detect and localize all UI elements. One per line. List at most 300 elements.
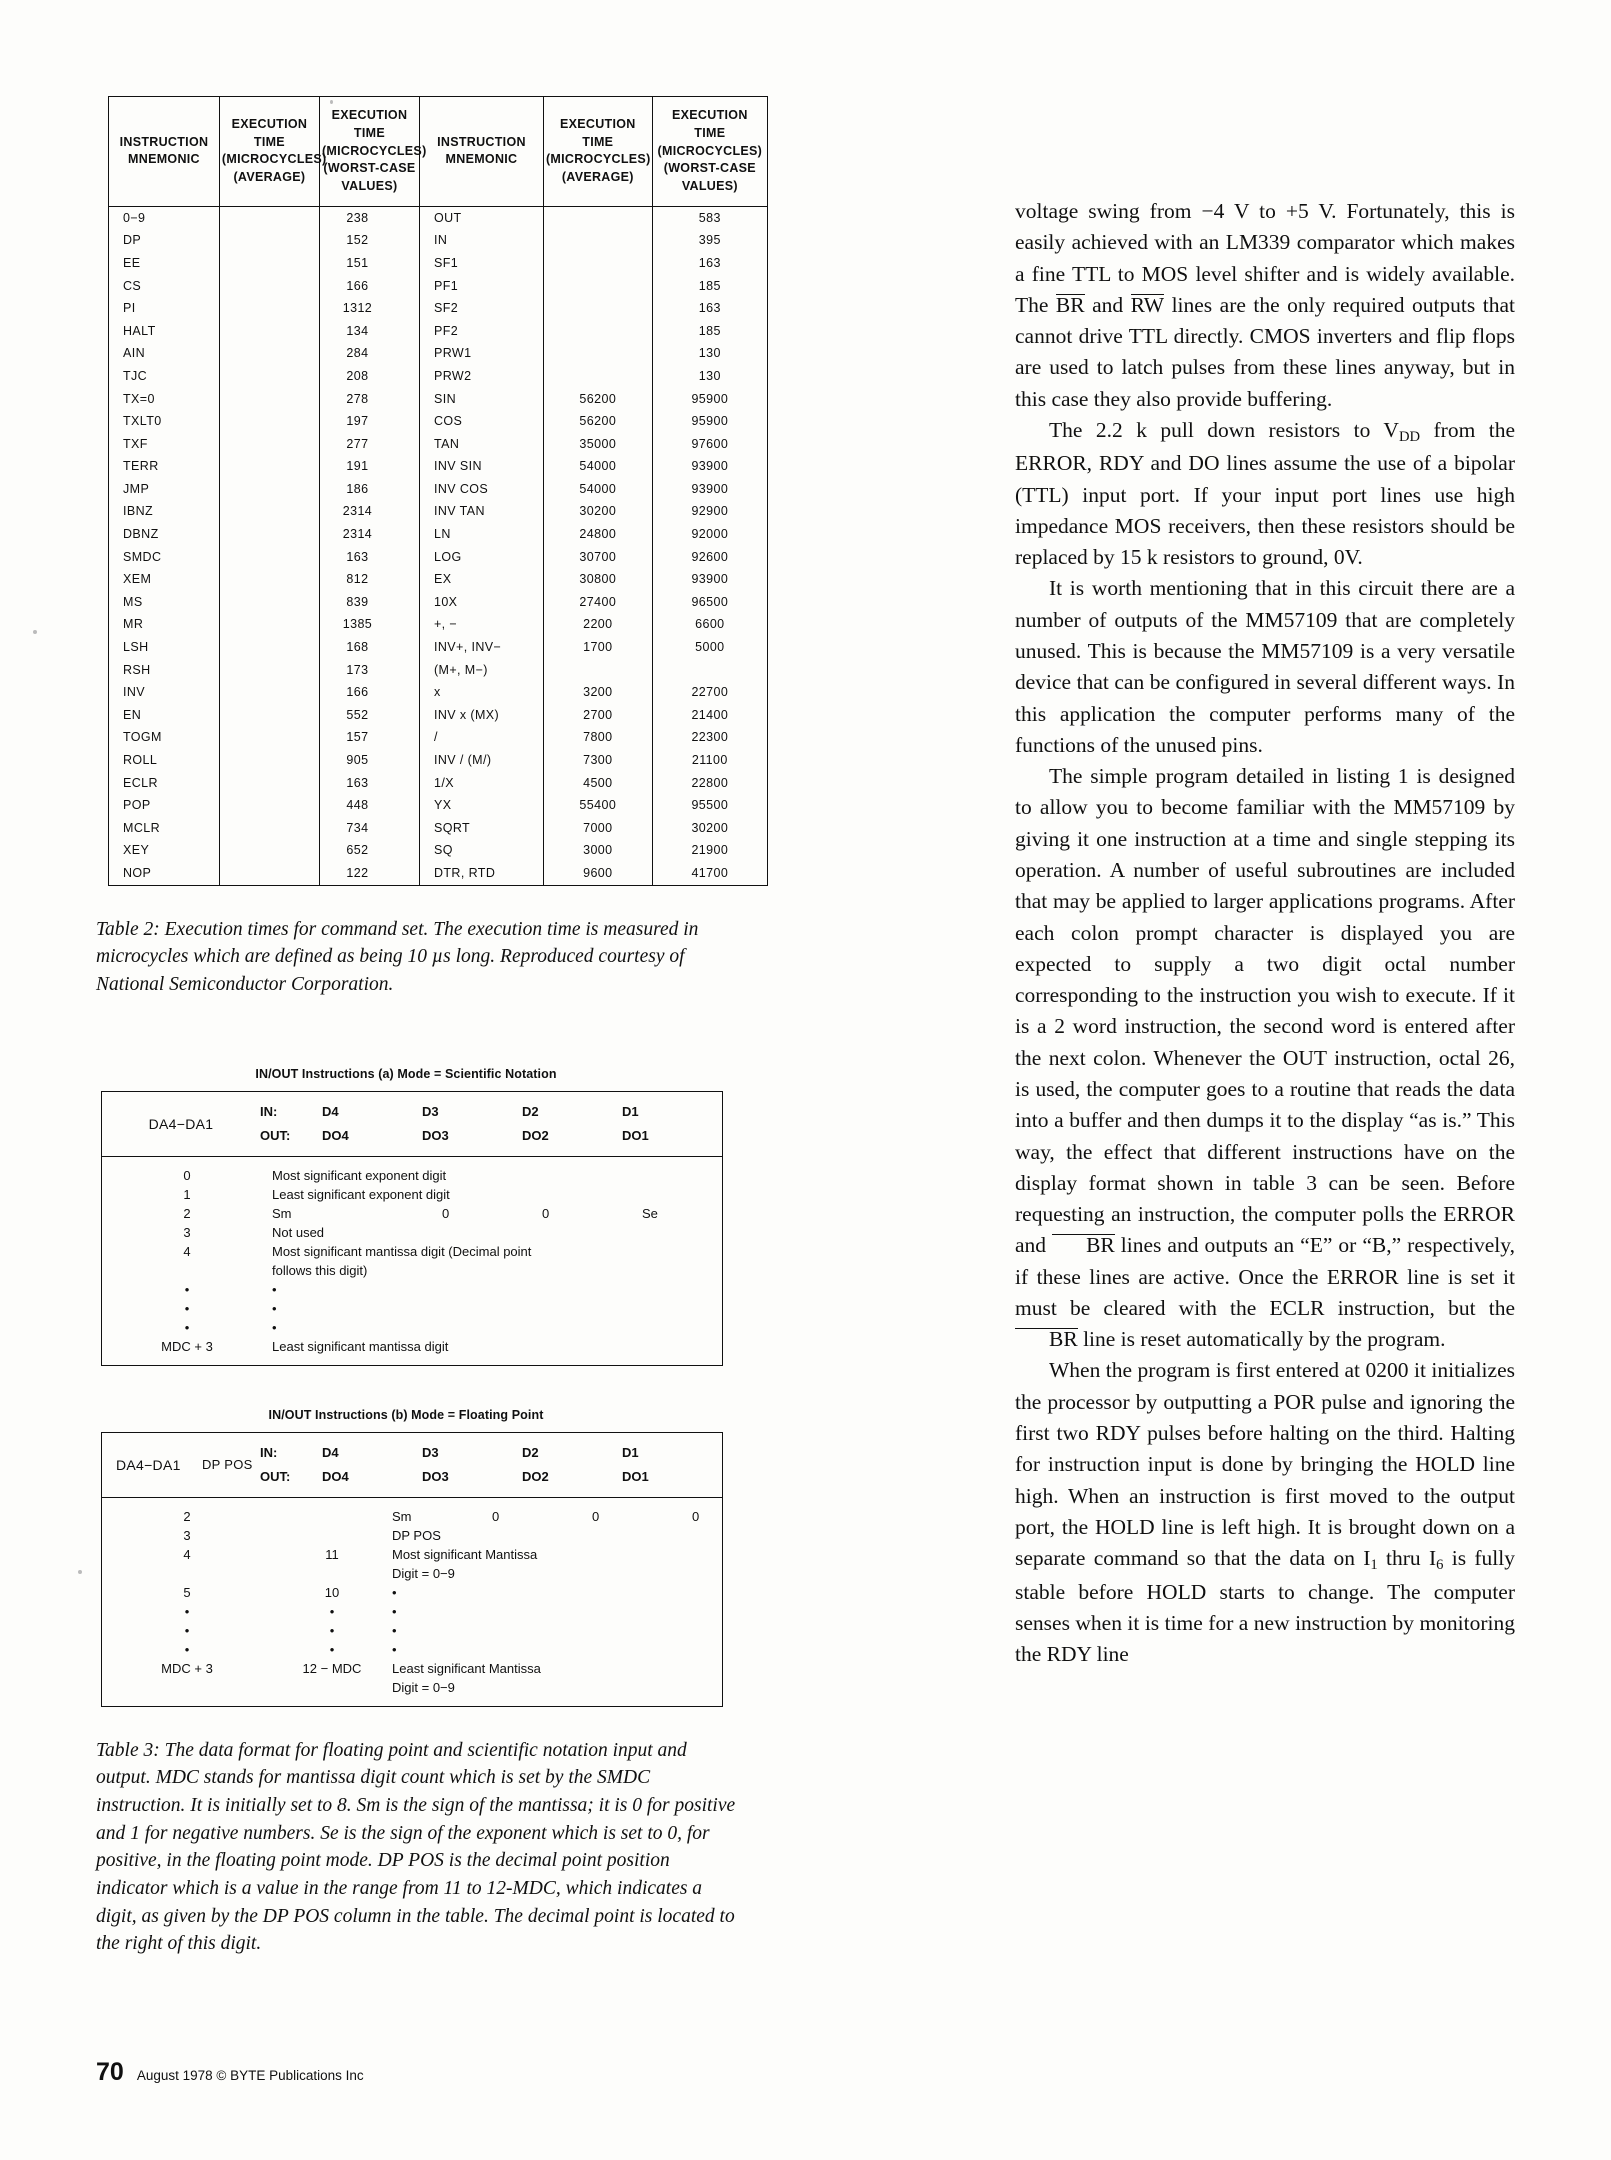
col-header-instruction-mnemonic-2: INSTRUCTION MNEMONIC bbox=[419, 97, 543, 207]
io-b-key: 2 bbox=[183, 1508, 191, 1524]
cell-average-2: 7800 bbox=[543, 726, 652, 749]
table-row bbox=[109, 388, 768, 411]
io-b-key: 5 bbox=[183, 1584, 191, 1600]
io-b-key: • bbox=[184, 1603, 190, 1619]
cell-mnemonic-1: EN bbox=[109, 704, 220, 727]
cell-worst-2: 163 bbox=[652, 297, 767, 320]
io-b-d2 bbox=[642, 1545, 722, 1583]
table-row bbox=[109, 817, 768, 840]
io-b-header bbox=[102, 1433, 722, 1498]
cell-average-2: 54000 bbox=[543, 455, 652, 478]
io-a-d2 bbox=[546, 1166, 646, 1185]
io-a-d2: 0 bbox=[542, 1205, 550, 1221]
cell-average-1 bbox=[219, 500, 319, 523]
cell-mnemonic-2: INV TAN bbox=[419, 500, 543, 523]
cell-average-1 bbox=[219, 726, 319, 749]
io-a-out-row bbox=[260, 1124, 722, 1148]
io-a-in-d4: D4 bbox=[322, 1103, 339, 1119]
table-row bbox=[109, 546, 768, 569]
cell-worst-1: 173 bbox=[319, 659, 419, 682]
cell-worst-1: 734 bbox=[319, 817, 419, 840]
cell-mnemonic-2: SF1 bbox=[419, 252, 543, 275]
io-a-in-d3: D3 bbox=[422, 1103, 439, 1119]
col-header-exec-time-worst-2: EXECUTION TIME (MICROCYCLES) (WORST-CASE VALUES) bbox=[652, 97, 767, 207]
io-a-data bbox=[272, 1242, 722, 1280]
cell-worst-1: 191 bbox=[319, 455, 419, 478]
cell-worst-2: 21900 bbox=[652, 839, 767, 862]
io-a-key: • bbox=[184, 1300, 190, 1316]
table-row bbox=[109, 365, 768, 388]
footer-publication-text: August 1978 © BYTE Publications Inc bbox=[136, 2068, 364, 2083]
cell-mnemonic-2: PF2 bbox=[419, 320, 543, 343]
cell-worst-2: 22300 bbox=[652, 726, 767, 749]
io-a-data bbox=[272, 1204, 722, 1223]
table-row bbox=[109, 433, 768, 456]
br-overline-3: BR bbox=[1015, 1328, 1078, 1351]
cell-worst-2: 97600 bbox=[652, 433, 767, 456]
cell-mnemonic-2: COS bbox=[419, 410, 543, 433]
cell-mnemonic-1: JMP bbox=[109, 478, 220, 501]
page-number: 70 bbox=[96, 2058, 124, 2086]
io-table-a-block bbox=[96, 1067, 736, 1366]
cell-mnemonic-1: XEY bbox=[109, 839, 220, 862]
io-a-data bbox=[272, 1337, 722, 1356]
cell-mnemonic-1: TJC bbox=[109, 365, 220, 388]
cell-mnemonic-1: XEM bbox=[109, 568, 220, 591]
cell-average-1 bbox=[219, 772, 319, 795]
cell-average-2 bbox=[543, 365, 652, 388]
io-b-data bbox=[392, 1583, 722, 1602]
col-header-instruction-mnemonic-1: INSTRUCTION MNEMONIC bbox=[109, 97, 220, 207]
table-row bbox=[109, 342, 768, 365]
cell-average-1 bbox=[219, 681, 319, 704]
io-b-d4: • bbox=[392, 1622, 397, 1638]
table-row bbox=[109, 500, 768, 523]
col-header-exec-time-average-2: EXECUTION TIME (MICROCYCLES) (AVERAGE) bbox=[543, 97, 652, 207]
cell-average-1 bbox=[219, 704, 319, 727]
io-a-key: MDC + 3 bbox=[161, 1338, 213, 1354]
cell-worst-1: 652 bbox=[319, 839, 419, 862]
cell-mnemonic-2: INV+, INV− bbox=[419, 636, 543, 659]
io-b-dppos: • bbox=[329, 1603, 335, 1619]
io-b-row-label: DA4−DA1 bbox=[115, 1456, 181, 1473]
cell-worst-1: 839 bbox=[319, 591, 419, 614]
cell-mnemonic-1: AIN bbox=[109, 342, 220, 365]
cell-mnemonic-2: SF2 bbox=[419, 297, 543, 320]
io-b-d2 bbox=[497, 1621, 597, 1640]
table-row bbox=[109, 726, 768, 749]
io-b-d2 bbox=[643, 1659, 722, 1697]
io-a-in-d1: D1 bbox=[622, 1103, 639, 1119]
cell-mnemonic-2: OUT bbox=[419, 206, 543, 229]
io-a-key: 3 bbox=[183, 1224, 191, 1240]
p1-text-a: voltage swing from −4 V to +5 V. Fortunately, this is easily achieved with an LM339 comparator which makes a fine TTL to MOS level shifter and is widely available. The bbox=[1015, 199, 1515, 317]
cell-average-1 bbox=[219, 568, 319, 591]
io-b-data bbox=[392, 1526, 722, 1545]
cell-mnemonic-2: TAN bbox=[419, 433, 543, 456]
io-a-d3 bbox=[277, 1299, 377, 1318]
cell-average-1 bbox=[219, 591, 319, 614]
table-row bbox=[109, 636, 768, 659]
io-a-header bbox=[102, 1092, 722, 1157]
io-a-d3 bbox=[277, 1318, 377, 1337]
table-row bbox=[109, 523, 768, 546]
cell-average-2: 30700 bbox=[543, 546, 652, 569]
io-b-row bbox=[102, 1640, 722, 1659]
cell-mnemonic-2: DTR, RTD bbox=[419, 862, 543, 885]
cell-worst-2: 93900 bbox=[652, 478, 767, 501]
cell-mnemonic-1: ECLR bbox=[109, 772, 220, 795]
cell-mnemonic-2: EX bbox=[419, 568, 543, 591]
io-a-data bbox=[272, 1280, 722, 1299]
io-b-d3: 0 bbox=[492, 1508, 500, 1524]
io-b-d4: DP POS bbox=[392, 1527, 441, 1543]
io-b-d4: Sm bbox=[392, 1508, 412, 1524]
table-2-execution-times bbox=[108, 96, 768, 886]
cell-worst-2: 92900 bbox=[652, 500, 767, 523]
io-a-out-tag: OUT: bbox=[260, 1127, 291, 1143]
cell-worst-2: 6600 bbox=[652, 613, 767, 636]
cell-worst-1: 163 bbox=[319, 772, 419, 795]
cell-average-2 bbox=[543, 297, 652, 320]
cell-mnemonic-2: LOG bbox=[419, 546, 543, 569]
cell-average-1 bbox=[219, 388, 319, 411]
cell-worst-1: 151 bbox=[319, 252, 419, 275]
cell-average-1 bbox=[219, 433, 319, 456]
cell-mnemonic-2: IN bbox=[419, 229, 543, 252]
cell-average-2 bbox=[543, 320, 652, 343]
io-a-key: 0 bbox=[183, 1167, 191, 1183]
cell-mnemonic-2: PF1 bbox=[419, 275, 543, 298]
io-a-key: • bbox=[184, 1319, 190, 1335]
io-a-row bbox=[102, 1166, 722, 1185]
cell-mnemonic-1: HALT bbox=[109, 320, 220, 343]
cell-mnemonic-2: INV SIN bbox=[419, 455, 543, 478]
io-a-out-do1: DO1 bbox=[622, 1127, 649, 1143]
br-overline-2: BR bbox=[1052, 1234, 1115, 1257]
cell-mnemonic-2: +, − bbox=[419, 613, 543, 636]
p2-text-a: The 2.2 k pull down resistors to V bbox=[1049, 417, 1399, 442]
table-row bbox=[109, 749, 768, 772]
p5-text-c: is fully stable before HOLD starts to change. The computer senses when it is time for a new instruction by monitoring the RDY line bbox=[1015, 1546, 1516, 1667]
io-b-data bbox=[392, 1545, 722, 1583]
io-b-in-d2: D2 bbox=[522, 1444, 539, 1460]
io-b-key: 4 bbox=[183, 1546, 191, 1562]
table-row bbox=[109, 297, 768, 320]
cell-worst-2: 41700 bbox=[652, 862, 767, 885]
table-row bbox=[109, 478, 768, 501]
cell-average-1 bbox=[219, 749, 319, 772]
io-b-d2 bbox=[497, 1602, 597, 1621]
io-a-data bbox=[272, 1299, 722, 1318]
cell-mnemonic-1: MS bbox=[109, 591, 220, 614]
io-b-d2 bbox=[497, 1583, 597, 1602]
cell-mnemonic-1: TXF bbox=[109, 433, 220, 456]
table-header-row bbox=[109, 97, 768, 207]
cell-mnemonic-1: CS bbox=[109, 275, 220, 298]
io-b-d4: • bbox=[392, 1603, 397, 1619]
cell-worst-2: 92600 bbox=[652, 546, 767, 569]
io-b-data bbox=[392, 1621, 722, 1640]
cell-worst-2: 95900 bbox=[652, 388, 767, 411]
br-overline-1: BR bbox=[1055, 292, 1085, 317]
scan-speck bbox=[78, 1570, 82, 1574]
table-row bbox=[109, 862, 768, 885]
cell-mnemonic-1: NOP bbox=[109, 862, 220, 885]
table-row bbox=[109, 206, 768, 229]
io-a-body bbox=[102, 1157, 722, 1365]
p2-text-b: from the ERROR, RDY and DO lines assume the use of a bipolar (TTL) input port. If your input port lines use high impedance MOS receivers, then these resistors should be replaced by 15 k resistors to ground, 0V. bbox=[1015, 417, 1516, 570]
page-footer bbox=[96, 2058, 364, 2087]
io-a-row bbox=[102, 1337, 722, 1356]
cell-average-2: 24800 bbox=[543, 523, 652, 546]
io-b-dppos bbox=[272, 1507, 392, 1526]
io-a-key: 4 bbox=[183, 1243, 191, 1259]
io-a-in-d2: D2 bbox=[522, 1103, 539, 1119]
cell-worst-2: 185 bbox=[652, 275, 767, 298]
io-b-d3 bbox=[397, 1621, 497, 1640]
cell-average-2 bbox=[543, 229, 652, 252]
cell-mnemonic-1: TXLT0 bbox=[109, 410, 220, 433]
cell-average-1 bbox=[219, 252, 319, 275]
io-a-row bbox=[102, 1223, 722, 1242]
cell-mnemonic-1: MR bbox=[109, 613, 220, 636]
io-b-in-d1: D1 bbox=[622, 1444, 639, 1460]
cell-worst-1: 197 bbox=[319, 410, 419, 433]
cell-worst-1: 1312 bbox=[319, 297, 419, 320]
io-table-b-block bbox=[96, 1408, 736, 1707]
table-row bbox=[109, 613, 768, 636]
cell-mnemonic-1: LSH bbox=[109, 636, 220, 659]
cell-worst-2: 93900 bbox=[652, 455, 767, 478]
io-b-in-tag: IN: bbox=[260, 1444, 278, 1460]
rw-overline: RW bbox=[1130, 292, 1165, 317]
cell-worst-2: 95900 bbox=[652, 410, 767, 433]
io-b-d4: • bbox=[392, 1641, 397, 1657]
cell-worst-1: 208 bbox=[319, 365, 419, 388]
io-b-d4: Least significant Mantissa Digit = 0−9 bbox=[392, 1660, 541, 1695]
vdd-subscript: DD bbox=[1398, 429, 1421, 446]
cell-average-1 bbox=[219, 455, 319, 478]
io-b-key: 3 bbox=[183, 1527, 191, 1543]
cell-average-2 bbox=[543, 252, 652, 275]
io-table-a bbox=[101, 1091, 723, 1366]
cell-average-2: 2200 bbox=[543, 613, 652, 636]
io-a-d2 bbox=[377, 1299, 477, 1318]
cell-worst-2: 22700 bbox=[652, 681, 767, 704]
io-b-d2 bbox=[497, 1640, 597, 1659]
cell-worst-2: 21400 bbox=[652, 704, 767, 727]
cell-average-2: 2700 bbox=[543, 704, 652, 727]
cell-mnemonic-2: INV COS bbox=[419, 478, 543, 501]
cell-mnemonic-1: 0−9 bbox=[109, 206, 220, 229]
io-a-d3: 0 bbox=[442, 1205, 450, 1221]
cell-average-2: 56200 bbox=[543, 410, 652, 433]
cell-mnemonic-1: POP bbox=[109, 794, 220, 817]
cell-worst-1: 163 bbox=[319, 546, 419, 569]
cell-average-2: 56200 bbox=[543, 388, 652, 411]
table-row bbox=[109, 455, 768, 478]
io-a-d4: Not used bbox=[272, 1224, 325, 1240]
cell-mnemonic-2: YX bbox=[419, 794, 543, 817]
io-table-b-title: IN/OUT Instructions (b) Mode = Floating Point bbox=[268, 1407, 544, 1422]
cell-mnemonic-2: SQRT bbox=[419, 817, 543, 840]
io-a-d3 bbox=[448, 1337, 548, 1356]
paragraph-5 bbox=[1015, 1355, 1515, 1670]
cell-worst-2: 92000 bbox=[652, 523, 767, 546]
cell-average-1 bbox=[219, 794, 319, 817]
io-a-key: • bbox=[184, 1281, 190, 1297]
io-b-out-row bbox=[260, 1465, 722, 1489]
cell-mnemonic-2: SQ bbox=[419, 839, 543, 862]
cell-mnemonic-2: SIN bbox=[419, 388, 543, 411]
io-b-dppos: 10 bbox=[324, 1584, 340, 1600]
cell-average-2: 35000 bbox=[543, 433, 652, 456]
cell-worst-2: 130 bbox=[652, 342, 767, 365]
cell-mnemonic-2: PRW1 bbox=[419, 342, 543, 365]
io-b-dppos: 11 bbox=[325, 1546, 339, 1562]
cell-average-1 bbox=[219, 546, 319, 569]
p4-text-c: line is reset automatically by the program. bbox=[1077, 1327, 1446, 1352]
io-b-d3 bbox=[441, 1526, 541, 1545]
io-a-row bbox=[102, 1242, 722, 1280]
cell-average-2: 55400 bbox=[543, 794, 652, 817]
cell-mnemonic-2: x bbox=[419, 681, 543, 704]
cell-average-2 bbox=[543, 206, 652, 229]
table-2-caption: Table 2: Execution times for command set. The execution time is measured in microcycles which are defined as being 10 µs long. Reproduced courtesy of National Semiconductor Corporation. bbox=[96, 918, 699, 995]
cell-worst-2: 96500 bbox=[652, 591, 767, 614]
io-a-out-do3: DO3 bbox=[422, 1127, 449, 1143]
io-b-in-d4: D4 bbox=[322, 1444, 339, 1460]
cell-average-1 bbox=[219, 365, 319, 388]
cell-worst-1: 278 bbox=[319, 388, 419, 411]
cell-worst-1: 552 bbox=[319, 704, 419, 727]
io-a-row bbox=[102, 1280, 722, 1299]
cell-worst-1: 157 bbox=[319, 726, 419, 749]
cell-average-2: 30800 bbox=[543, 568, 652, 591]
cell-average-2: 7000 bbox=[543, 817, 652, 840]
paragraph-2 bbox=[1015, 415, 1515, 573]
table-row bbox=[109, 794, 768, 817]
cell-average-2: 7300 bbox=[543, 749, 652, 772]
io-b-dppos: • bbox=[329, 1622, 335, 1638]
cell-mnemonic-1: DP bbox=[109, 229, 220, 252]
io-b-d4: Most significant Mantissa Digit = 0−9 bbox=[392, 1546, 538, 1581]
cell-worst-1: 166 bbox=[319, 275, 419, 298]
io-b-in-row bbox=[260, 1441, 722, 1465]
table-row bbox=[109, 704, 768, 727]
io-b-data bbox=[392, 1507, 722, 1526]
io-a-data bbox=[272, 1166, 722, 1185]
io-b-d1: 0 bbox=[692, 1508, 700, 1524]
paragraph-4 bbox=[1015, 761, 1515, 1355]
cell-mnemonic-1: INV bbox=[109, 681, 220, 704]
io-b-row bbox=[102, 1507, 722, 1526]
io-a-d2 bbox=[377, 1280, 477, 1299]
article-body bbox=[1015, 196, 1515, 1670]
io-a-in-row bbox=[260, 1100, 722, 1124]
io-b-data bbox=[392, 1640, 722, 1659]
p1-text-b: and bbox=[1084, 292, 1131, 317]
cell-worst-2: 395 bbox=[652, 229, 767, 252]
io-b-out-do2: DO2 bbox=[522, 1468, 549, 1484]
table-row bbox=[109, 252, 768, 275]
cell-worst-2: 95500 bbox=[652, 794, 767, 817]
cell-worst-2: 185 bbox=[652, 320, 767, 343]
cell-worst-2: 21100 bbox=[652, 749, 767, 772]
cell-average-1 bbox=[219, 862, 319, 885]
io-b-body bbox=[102, 1498, 722, 1706]
io-a-d3 bbox=[324, 1223, 424, 1242]
cell-mnemonic-2: INV x (MX) bbox=[419, 704, 543, 727]
table-row bbox=[109, 681, 768, 704]
paragraph-1 bbox=[1015, 196, 1515, 415]
io-b-row bbox=[102, 1526, 722, 1545]
io-a-data bbox=[272, 1185, 722, 1204]
cell-mnemonic-1: TOGM bbox=[109, 726, 220, 749]
cell-average-1 bbox=[219, 613, 319, 636]
cell-average-2: 3200 bbox=[543, 681, 652, 704]
cell-worst-2: 22800 bbox=[652, 772, 767, 795]
table-3-caption: Table 3: The data format for floating point and scientific notation input and output. MDC stands for mantissa digit count which is set by the SMDC instruction. It is initially set to 8. Sm is the sign of the mantissa; it is 0 for positive and 1 for negative numbers. Se is the sign of the exponent which is set to 0, for positive, in the floating point mode. DP POS is the decimal point position indicator which is a value in the range from 11 to 12-MDC, which indicates a digit, as given by the DP POS column in the table. The decimal point is located to the right of this digit. bbox=[96, 1739, 736, 1955]
cell-mnemonic-1: PI bbox=[109, 297, 220, 320]
cell-worst-2: 30200 bbox=[652, 817, 767, 840]
cell-average-2: 30200 bbox=[543, 500, 652, 523]
cell-worst-1: 284 bbox=[319, 342, 419, 365]
io-a-d3 bbox=[450, 1185, 550, 1204]
io-a-row bbox=[102, 1204, 722, 1223]
cell-average-1 bbox=[219, 297, 319, 320]
cell-average-1 bbox=[219, 410, 319, 433]
io-a-data bbox=[272, 1318, 722, 1337]
io-b-key: MDC + 3 bbox=[161, 1660, 213, 1676]
cell-mnemonic-1: TX=0 bbox=[109, 388, 220, 411]
left-column bbox=[96, 96, 763, 1958]
cell-worst-2: 163 bbox=[652, 252, 767, 275]
io-b-row bbox=[102, 1659, 722, 1697]
cell-average-2 bbox=[543, 342, 652, 365]
p4-text-a: The simple program detailed in listing 1 is designed to allow you to become familiar with the MM57109 by giving it one instruction at a time and single stepping its operation. A number of useful subroutines are included that may be applied to larger applications programs. After each colon prompt character is displayed you are expected to supply a two digit octal number corresponding to the instruction you wish to execute. If it is a 2 word instruction, the second word is entered after the next colon. Whenever the OUT instruction, octal 26, is used, the computer goes to a routine that reads the data into a buffer and then dumps it to the display “as is.” This way, the effect that different instructions have on the display format shown in table 3 can be seen. Before requesting an instruction, the computer polls the ERROR and bbox=[1015, 764, 1515, 1258]
cell-mnemonic-2: 10X bbox=[419, 591, 543, 614]
cell-average-1 bbox=[219, 659, 319, 682]
io-a-d1: Se bbox=[642, 1205, 658, 1221]
cell-worst-1: 166 bbox=[319, 681, 419, 704]
cell-average-1 bbox=[219, 636, 319, 659]
cell-average-2: 3000 bbox=[543, 839, 652, 862]
table-row bbox=[109, 772, 768, 795]
cell-average-2 bbox=[543, 275, 652, 298]
io-a-out-do4: DO4 bbox=[322, 1127, 349, 1143]
io-a-d4: Least significant mantissa digit bbox=[272, 1338, 449, 1354]
cell-worst-1: 448 bbox=[319, 794, 419, 817]
i6-subscript: 6 bbox=[1436, 1557, 1444, 1574]
io-b-dppos: • bbox=[329, 1641, 335, 1657]
io-b-out-do1: DO1 bbox=[622, 1468, 649, 1484]
cell-worst-2: 130 bbox=[652, 365, 767, 388]
io-table-b bbox=[101, 1432, 723, 1707]
io-a-d4: • bbox=[272, 1281, 277, 1297]
io-b-out-do4: DO4 bbox=[322, 1468, 349, 1484]
io-a-d2 bbox=[550, 1185, 650, 1204]
io-b-row bbox=[102, 1602, 722, 1621]
cell-mnemonic-2: (M+, M−) bbox=[419, 659, 543, 682]
io-a-d2 bbox=[424, 1223, 524, 1242]
cell-mnemonic-1: ROLL bbox=[109, 749, 220, 772]
io-a-d3 bbox=[446, 1166, 546, 1185]
cell-worst-1: 122 bbox=[319, 862, 419, 885]
io-table-a-title: IN/OUT Instructions (a) Mode = Scientific Notation bbox=[255, 1066, 557, 1081]
io-b-row bbox=[102, 1583, 722, 1602]
